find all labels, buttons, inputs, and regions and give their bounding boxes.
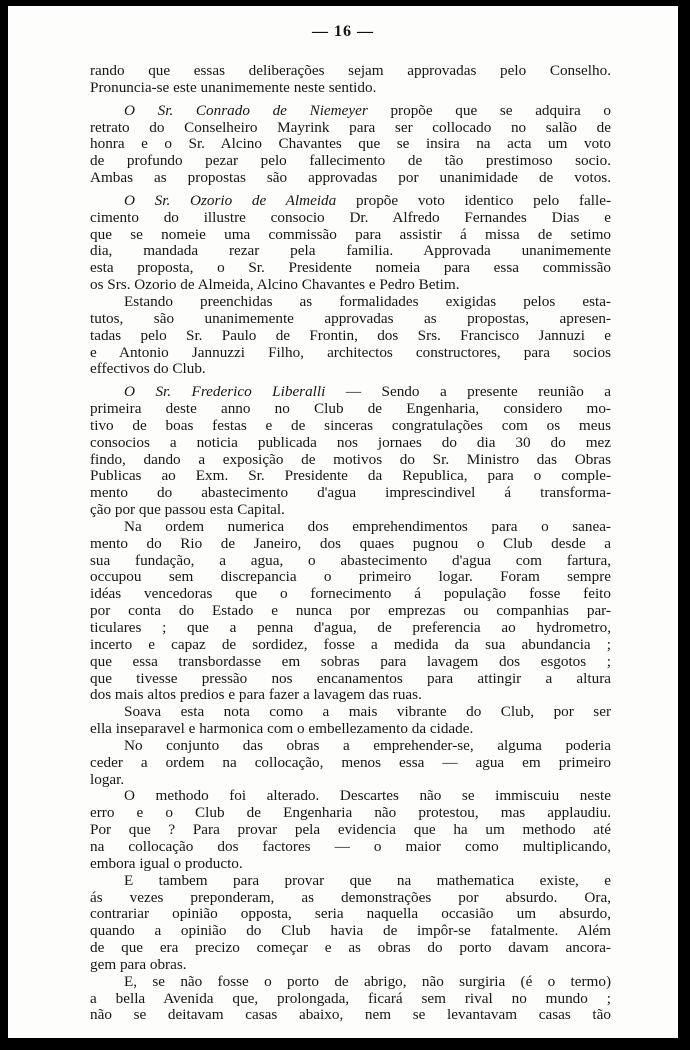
line-text: esta proposta, o Sr. Presidente nomeia para essa commissão [90,259,611,277]
text-line [90,485,611,502]
text-line [90,153,611,170]
text-line [90,569,611,586]
line-text: No conjunto das obras a emprehender-se, alguma poderia [124,736,611,754]
line-text: que essa transbordasse em sobras para lavagem dos esgotos ; [90,652,611,670]
text-line [90,243,611,260]
text-line [90,603,611,620]
line-text: tivo de boas festas e de sinceras congratulações com os meus [90,416,611,434]
text-line [90,940,611,957]
speaker-name: O Sr. Conrado de Niemeyer [124,101,368,119]
line-text: ás vezes preponderam, as demonstrações por absurdo. Ora, [90,888,611,906]
line-text: quando a opinião do Club havia de impôr-se fatalmente. Além [90,922,611,940]
text-line [90,805,611,822]
line-text: logar. [90,770,125,788]
line-text: O methodo foi alterado. Descartes não se immiscuiu neste [124,787,611,805]
line-text: effectivos do Club. [90,360,206,378]
line-text: consocios a noticia publicada nos jornaes do dia 30 do mez [90,433,611,451]
speaker-name: O Sr. Ozorio de Almeida [124,191,337,209]
text-line [90,277,611,294]
line-text: ção por que passou esta Capital. [90,501,285,519]
line-text: mento do Rio de Janeiro, dos quaes pugnou o Club desde a [90,534,611,552]
line-text: Soava esta nota como a mais vibrante do Club, por ser [124,703,611,721]
text-line [90,328,611,345]
line-text: mento do abastecimento d'agua imprescindivel á transforma- [90,484,611,502]
text-line [90,193,611,210]
line-text: embora igual o producto. [90,854,243,872]
text-line [90,856,611,873]
text-line [90,974,611,991]
line-text: Por que ? Para provar pela evidencia que ha um methodo até [90,821,611,839]
line-text: rando que essas deliberações sejam approvadas pelo Conselho. [90,62,611,79]
line-text: honra e o Sr. Alcino Chavantes que se insira na acta um voto [90,135,611,153]
text-line [90,553,611,570]
text-line [90,738,611,755]
text-line [90,637,611,654]
text-line [90,890,611,907]
line-text: tadas pelo Sr. Paulo de Frontin, dos Srs. Francisco Jannuzi e [90,326,611,344]
text-line [90,401,611,418]
line-text: de profundo pezar pelo fallecimento de tão prestimoso socio. [90,152,611,170]
line-text: sua fundação, a agua, o abastecimento d'agua com fartura, [90,551,611,569]
text-line [90,671,611,688]
line-text: tutos, são unanimemente approvadas as propostas, apresen- [90,309,611,327]
text-line [90,957,611,974]
text-line [90,620,611,637]
line-text: Estando preenchidas as formalidades exigidas pelos esta- [124,292,611,310]
text-line [90,502,611,519]
text-line [90,923,611,940]
line-text: ceder a ordem na collocação, menos essa — agua em primeiro [90,753,611,771]
line-text: de que era precizo começar e as obras do porto davam ancora- [90,939,611,957]
text-line [90,468,611,485]
text-line [90,822,611,839]
text-line [90,991,611,1008]
line-text: gem para obras. [90,955,187,973]
text-line [90,63,611,80]
line-text: E tambem para provar que na mathematica existe, e [124,871,611,889]
text-line [90,721,611,738]
text-line [90,136,611,153]
text-line [90,384,611,401]
line-text: na collocação dos factores — o maior como multiplicando, [90,837,611,855]
text-line [90,772,611,789]
text-line [90,788,611,805]
line-text: E, se não fosse o porto de abrigo, não surgiria (é o termo) [124,972,611,990]
line-text: findo, dando a exposição de motivos do Sr. Ministro das Obras [90,450,611,468]
line-text: cimento do illustre consocio Dr. Alfredo Fernandes Dias e [90,208,611,226]
text-line [90,435,611,452]
line-text: primeira deste anno no Club de Engenharia, considero mo- [90,400,611,418]
line-text: que se nomeie uma commissão para assistir á missa de setimo [90,225,611,243]
text-line [90,361,611,378]
text-line [90,170,611,187]
line-text: ticulares ; que a penna d'agua, de preferencia ao hydrometro, [90,619,611,636]
text-line [90,345,611,362]
line-text: erro e o Club de Engenharia não protestou, mas applaudiu. [90,804,611,822]
line-text: Na ordem numerica dos emprehendimentos para o sanea- [124,517,611,535]
text-line [90,80,611,97]
line-text: dia, mandada rezar pela familia. Approvada unanimemente [90,242,611,260]
body-text [90,63,611,1024]
text-line [90,294,611,311]
text-line [90,586,611,603]
line-text: Publicas ao Exm. Sr. Presidente da Republica, para o comple- [90,467,611,485]
text-line [90,519,611,536]
line-text: por conta do Estado e nunca por emprezas ou companhias par- [90,602,611,620]
text-line [90,103,611,120]
text-line [90,452,611,469]
line-text: e Antonio Jannuzzi Filho, architectos constructores, para socios [90,343,611,361]
text-line [90,654,611,671]
text-line [90,704,611,721]
text-line [90,260,611,277]
line-text: não se deitavam casas abaixo, nem se levantavam casas tão [90,1006,611,1024]
text-line [90,687,611,704]
line-text: Ambas as propostas são approvadas por unanimidade de votos. [90,169,611,187]
text-line [90,210,611,227]
text-line [90,227,611,244]
line-text: ella inseparavel e harmonica com o embellezamento da cidade. [90,720,474,738]
line-text: dos mais altos predios e para fazer a lavagem das ruas. [90,686,422,704]
line-text: — Sendo a presente reunião a [325,383,612,401]
line-text: propõe voto identico pelo falle- [336,191,612,209]
line-text: retrato do Conselheiro Mayrink para ser collocado no salão de [90,118,611,136]
text-line [90,906,611,923]
text-line [90,873,611,890]
line-text: propõe que se adquira o [367,101,611,119]
text-line [90,536,611,553]
line-text: os Srs. Ozorio de Almeida, Alcino Chavantes e Pedro Betim. [90,276,460,294]
text-line [90,1007,611,1024]
text-line [90,839,611,856]
line-text: que tivesse pressão nos encanamentos para attingir a altura [90,669,611,687]
line-text: incerto e capaz de sordidez, fosse a medida da sua abundancia ; [90,635,611,653]
page-number: — 16 — [312,23,374,40]
text-line [90,755,611,772]
text-line [90,120,611,137]
line-text: idéas vencedoras que o fornecimento á população fosse feito [90,585,611,603]
text-line [90,418,611,435]
line-text: Pronuncia-se este unanimemente neste sentido. [90,78,377,96]
line-text: a bella Avenida que, prolongada, ficará sem rival no mundo ; [90,989,611,1007]
speaker-name: O Sr. Frederico Liberalli [124,383,326,401]
text-line [90,311,611,328]
line-text: occupou sem discrepancia o primeiro logar. Foram sempre [90,568,611,586]
line-text: contrariar opinião opposta, seria naquella occasião um absurdo, [90,905,611,923]
